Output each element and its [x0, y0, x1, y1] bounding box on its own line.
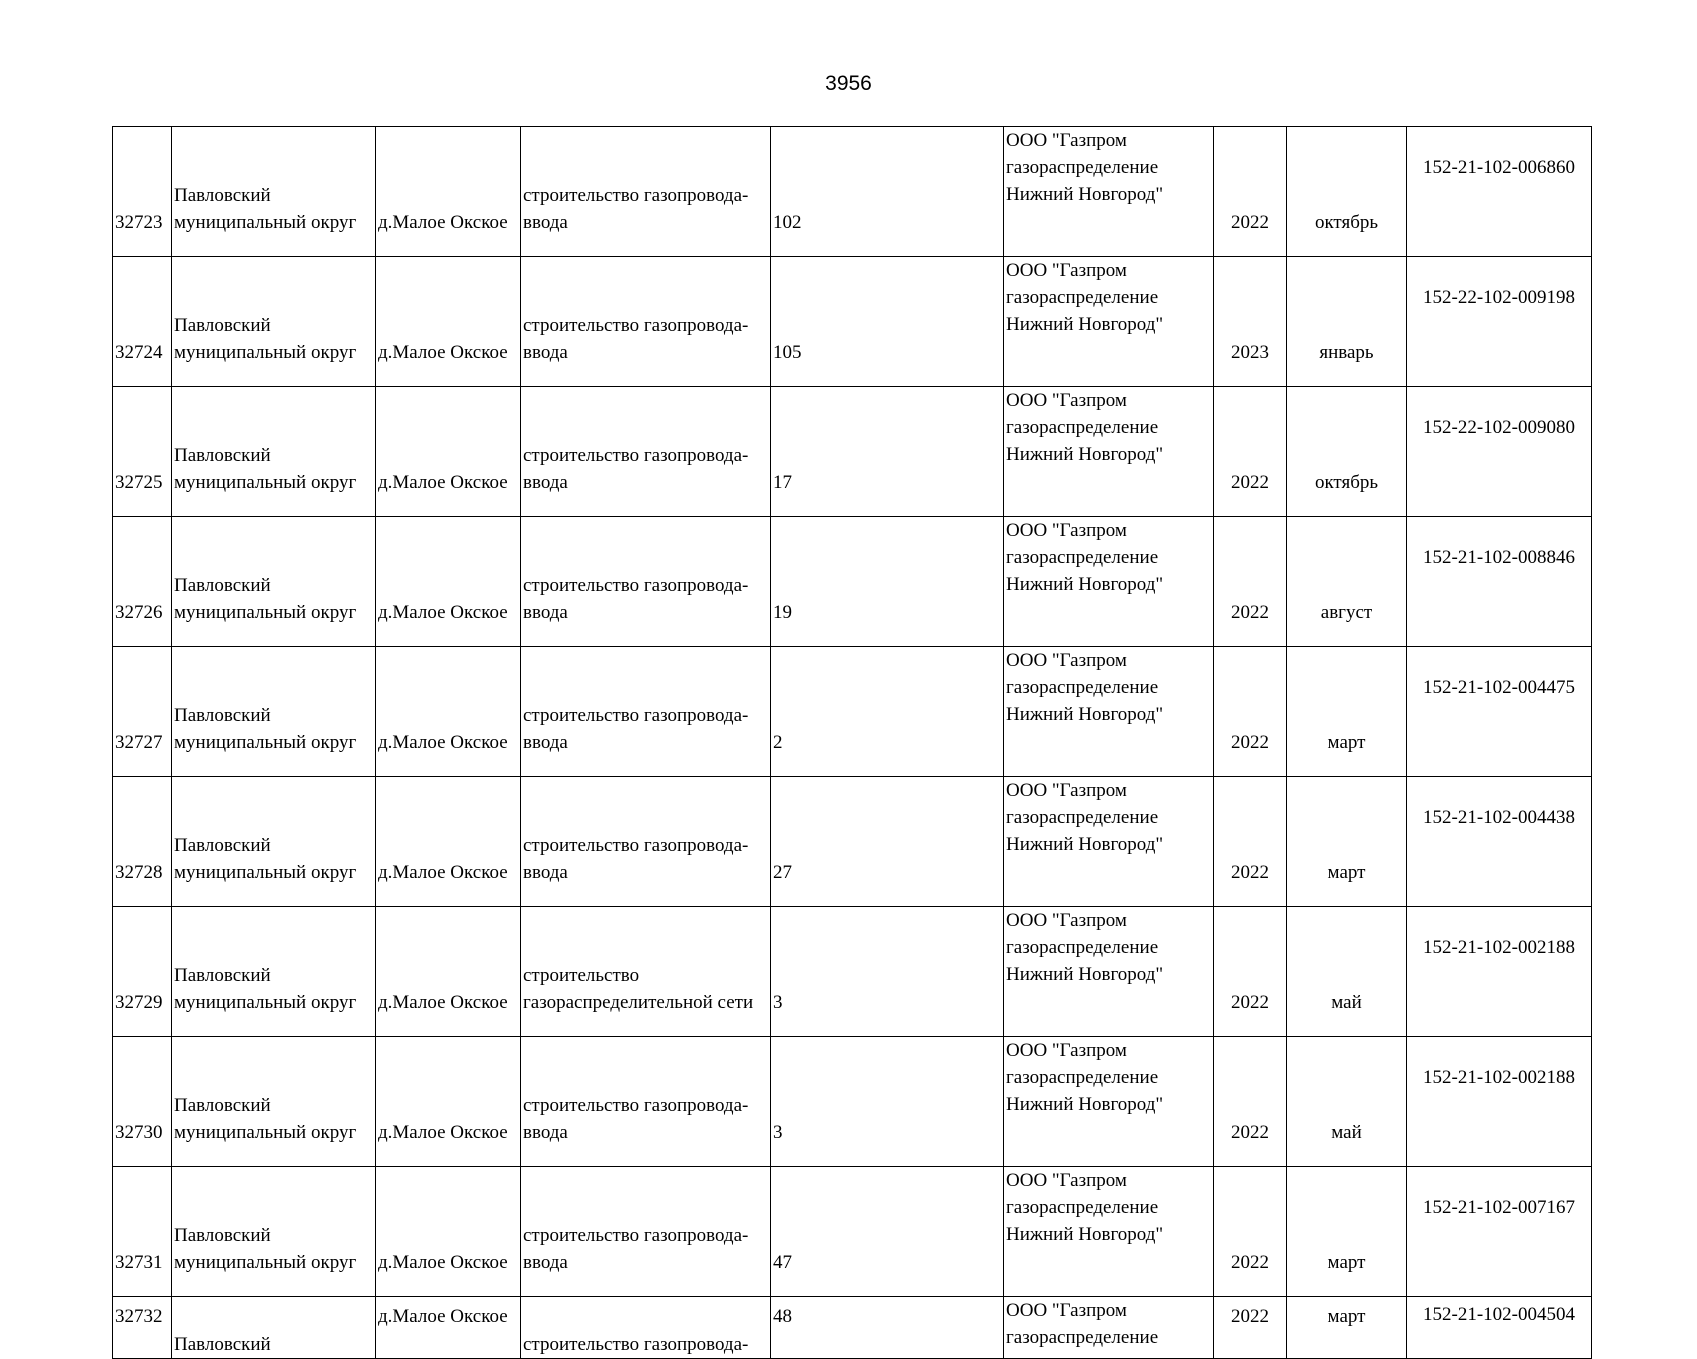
district-cell — [172, 127, 376, 257]
month-cell: октябрь — [1287, 387, 1407, 517]
organization-line: газораспределение — [1006, 1067, 1159, 1088]
record-id-cell: 32723 — [113, 127, 172, 257]
organization-cell — [1004, 517, 1214, 647]
table-row — [113, 387, 1592, 517]
code-cell: 152-21-102-008846 — [1407, 517, 1592, 647]
organization-line: газораспределение — [1006, 677, 1159, 698]
village-cell: д.Малое Окское — [376, 1037, 521, 1167]
village-cell: д.Малое Окское — [376, 907, 521, 1037]
code-cell: 152-22-102-009198 — [1407, 257, 1592, 387]
month-cell: январь — [1287, 257, 1407, 387]
length-cell: 48 — [771, 1297, 1004, 1359]
table-row — [113, 907, 1592, 1037]
organization-line: Нижний Новгород" — [1006, 1224, 1164, 1245]
code-cell: 152-21-102-002188 — [1407, 907, 1592, 1037]
organization-line: Нижний Новгород" — [1006, 834, 1164, 855]
district-line: Павловский — [174, 315, 271, 336]
record-id-cell: 32729 — [113, 907, 172, 1037]
table-row — [113, 1037, 1592, 1167]
work-type-cell — [521, 127, 771, 257]
organization-cell — [1004, 777, 1214, 907]
organization-line: Нижний Новгород" — [1006, 444, 1164, 465]
organization-line: ООО "Газпром — [1006, 520, 1127, 541]
length-cell: 27 — [771, 777, 1004, 907]
work-type-cell — [521, 257, 771, 387]
organization-line: газораспределение — [1006, 1327, 1159, 1348]
district-cell — [172, 387, 376, 517]
year-cell: 2022 — [1214, 1167, 1287, 1297]
organization-line: Нижний Новгород" — [1006, 1094, 1164, 1115]
table-row — [113, 127, 1592, 257]
village-cell: д.Малое Окское — [376, 1167, 521, 1297]
organization-line: ООО "Газпром — [1006, 1170, 1127, 1191]
organization-line: ООО "Газпром — [1006, 1040, 1127, 1061]
work-type-cell — [521, 1037, 771, 1167]
work-type-line: строительство газопровода- — [523, 1334, 749, 1355]
work-type-line: ввода — [523, 212, 568, 233]
record-id-cell: 32730 — [113, 1037, 172, 1167]
table-row — [113, 1297, 1592, 1359]
year-cell: 2022 — [1214, 387, 1287, 517]
village-cell: д.Малое Окское — [376, 1297, 521, 1359]
month-cell: август — [1287, 517, 1407, 647]
table-body — [113, 127, 1592, 1359]
record-id-cell: 32728 — [113, 777, 172, 907]
district-line: Павловский — [174, 835, 271, 856]
registry-table — [112, 126, 1592, 1359]
work-type-line: строительство газопровода- — [523, 1225, 749, 1246]
organization-line: Нижний Новгород" — [1006, 964, 1164, 985]
organization-cell — [1004, 127, 1214, 257]
organization-line: газораспределение — [1006, 157, 1159, 178]
record-id-cell: 32732 — [113, 1297, 172, 1359]
code-cell: 152-21-102-002188 — [1407, 1037, 1592, 1167]
page-number: 3956 — [825, 72, 872, 95]
district-cell — [172, 257, 376, 387]
district-line: Павловский — [174, 1225, 271, 1246]
organization-line: Нижний Новгород" — [1006, 184, 1164, 205]
code-cell: 152-21-102-004504 — [1407, 1297, 1592, 1359]
district-line: муниципальный округ — [174, 992, 357, 1013]
district-line: муниципальный округ — [174, 1252, 357, 1273]
organization-line: ООО "Газпром — [1006, 780, 1127, 801]
district-line: муниципальный округ — [174, 732, 357, 753]
district-line: Павловский — [174, 705, 271, 726]
work-type-line: строительство газопровода- — [523, 705, 749, 726]
record-id-cell: 32727 — [113, 647, 172, 777]
organization-line: ООО "Газпром — [1006, 390, 1127, 411]
month-cell: март — [1287, 777, 1407, 907]
work-type-cell — [521, 647, 771, 777]
code-cell: 152-21-102-006860 — [1407, 127, 1592, 257]
district-line: муниципальный округ — [174, 472, 357, 493]
month-cell: март — [1287, 1297, 1407, 1359]
village-cell: д.Малое Окское — [376, 387, 521, 517]
organization-line: ООО "Газпром — [1006, 650, 1127, 671]
work-type-line: строительство газопровода- — [523, 835, 749, 856]
year-cell: 2022 — [1214, 517, 1287, 647]
year-cell: 2022 — [1214, 1037, 1287, 1167]
work-type-line: строительство газопровода- — [523, 445, 749, 466]
length-cell: 47 — [771, 1167, 1004, 1297]
table-row — [113, 1167, 1592, 1297]
record-id-cell: 32731 — [113, 1167, 172, 1297]
work-type-cell — [521, 517, 771, 647]
organization-line: газораспределение — [1006, 1197, 1159, 1218]
organization-line: газораспределение — [1006, 807, 1159, 828]
organization-cell — [1004, 907, 1214, 1037]
month-cell: май — [1287, 907, 1407, 1037]
organization-line: ООО "Газпром — [1006, 130, 1127, 151]
organization-cell — [1004, 1297, 1214, 1359]
district-line: Павловский — [174, 185, 271, 206]
organization-line: ООО "Газпром — [1006, 910, 1127, 931]
record-id-cell: 32726 — [113, 517, 172, 647]
length-cell: 2 — [771, 647, 1004, 777]
district-cell — [172, 517, 376, 647]
district-cell — [172, 777, 376, 907]
length-cell: 105 — [771, 257, 1004, 387]
work-type-cell — [521, 777, 771, 907]
work-type-line: ввода — [523, 1122, 568, 1143]
work-type-line: строительство газопровода- — [523, 315, 749, 336]
year-cell: 2022 — [1214, 777, 1287, 907]
work-type-line: ввода — [523, 602, 568, 623]
organization-cell — [1004, 387, 1214, 517]
length-cell: 19 — [771, 517, 1004, 647]
work-type-line: газораспределительной сети — [523, 992, 754, 1013]
table-row — [113, 517, 1592, 647]
organization-cell — [1004, 1167, 1214, 1297]
village-cell: д.Малое Окское — [376, 127, 521, 257]
table-row — [113, 647, 1592, 777]
work-type-line: строительство газопровода- — [523, 185, 749, 206]
organization-line: газораспределение — [1006, 417, 1159, 438]
work-type-line: строительство газопровода- — [523, 1095, 749, 1116]
district-cell — [172, 1167, 376, 1297]
district-line: муниципальный округ — [174, 602, 357, 623]
village-cell: д.Малое Окское — [376, 517, 521, 647]
length-cell: 102 — [771, 127, 1004, 257]
work-type-line: строительство — [523, 965, 640, 986]
district-line: Павловский — [174, 445, 271, 466]
district-line: Павловский — [174, 1334, 271, 1355]
work-type-line: ввода — [523, 1252, 568, 1273]
record-id-cell: 32724 — [113, 257, 172, 387]
work-type-line: ввода — [523, 342, 568, 363]
table-row — [113, 777, 1592, 907]
village-cell: д.Малое Окское — [376, 777, 521, 907]
work-type-cell — [521, 387, 771, 517]
organization-line: Нижний Новгород" — [1006, 314, 1164, 335]
work-type-cell — [521, 907, 771, 1037]
organization-cell — [1004, 1037, 1214, 1167]
district-cell — [172, 1297, 376, 1359]
work-type-line: строительство газопровода- — [523, 575, 749, 596]
year-cell: 2022 — [1214, 647, 1287, 777]
year-cell: 2022 — [1214, 907, 1287, 1037]
record-id-cell: 32725 — [113, 387, 172, 517]
work-type-line: ввода — [523, 472, 568, 493]
work-type-cell — [521, 1297, 771, 1359]
organization-line: Нижний Новгород" — [1006, 574, 1164, 595]
organization-line: ООО "Газпром — [1006, 1300, 1127, 1321]
district-line: Павловский — [174, 965, 271, 986]
district-line: Павловский — [174, 575, 271, 596]
month-cell: май — [1287, 1037, 1407, 1167]
code-cell: 152-22-102-009080 — [1407, 387, 1592, 517]
month-cell: март — [1287, 647, 1407, 777]
district-line: муниципальный округ — [174, 342, 357, 363]
organization-line: газораспределение — [1006, 547, 1159, 568]
organization-line: газораспределение — [1006, 937, 1159, 958]
district-line: муниципальный округ — [174, 212, 357, 233]
length-cell: 3 — [771, 1037, 1004, 1167]
village-cell: д.Малое Окское — [376, 647, 521, 777]
district-cell — [172, 907, 376, 1037]
organization-line: Нижний Новгород" — [1006, 704, 1164, 725]
organization-line: ООО "Газпром — [1006, 260, 1127, 281]
district-line: муниципальный округ — [174, 1122, 357, 1143]
length-cell: 3 — [771, 907, 1004, 1037]
work-type-line: ввода — [523, 732, 568, 753]
organization-cell — [1004, 257, 1214, 387]
district-line: муниципальный округ — [174, 862, 357, 883]
work-type-line: ввода — [523, 862, 568, 883]
year-cell: 2023 — [1214, 257, 1287, 387]
organization-line: газораспределение — [1006, 287, 1159, 308]
village-cell: д.Малое Окское — [376, 257, 521, 387]
district-cell — [172, 647, 376, 777]
length-cell: 17 — [771, 387, 1004, 517]
work-type-cell — [521, 1167, 771, 1297]
year-cell: 2022 — [1214, 1297, 1287, 1359]
code-cell: 152-21-102-004438 — [1407, 777, 1592, 907]
code-cell: 152-21-102-007167 — [1407, 1167, 1592, 1297]
code-cell: 152-21-102-004475 — [1407, 647, 1592, 777]
district-cell — [172, 1037, 376, 1167]
organization-cell — [1004, 647, 1214, 777]
month-cell: октябрь — [1287, 127, 1407, 257]
district-line: Павловский — [174, 1095, 271, 1116]
year-cell: 2022 — [1214, 127, 1287, 257]
table-row — [113, 257, 1592, 387]
month-cell: март — [1287, 1167, 1407, 1297]
